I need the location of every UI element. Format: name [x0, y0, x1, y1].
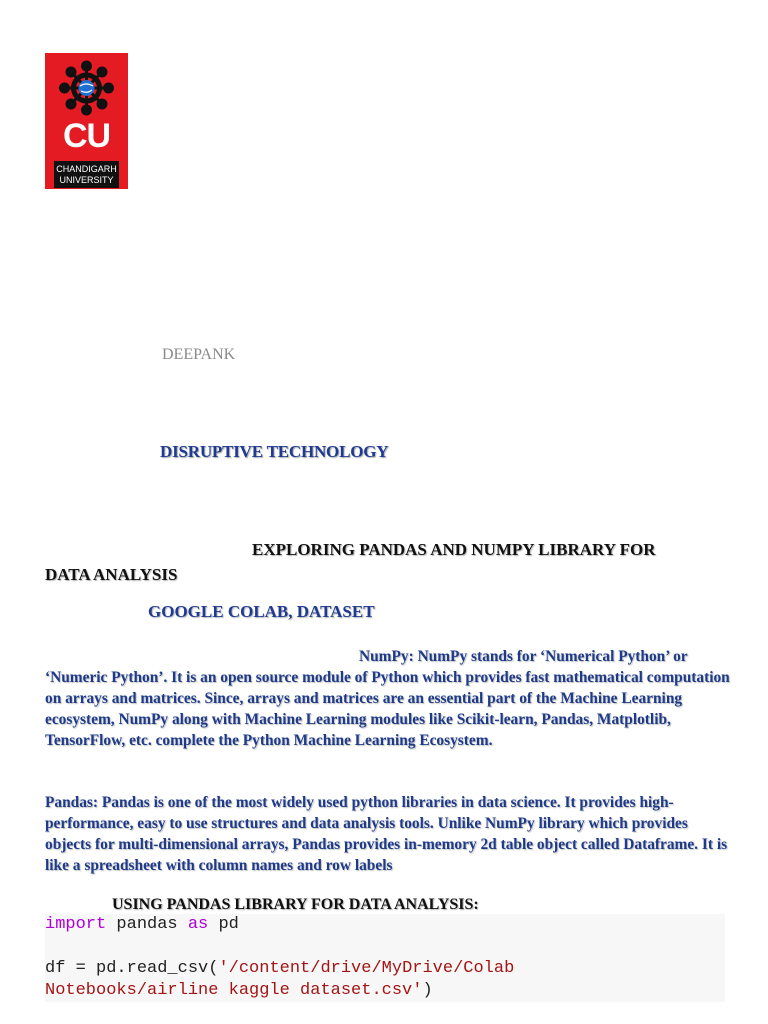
code-text: pandas	[106, 915, 188, 934]
document-title-line2: DATA ANALYSIS	[45, 565, 178, 584]
author-name: DEEPANK	[162, 346, 236, 363]
university-logo	[45, 53, 128, 189]
code-block	[45, 914, 725, 1002]
code-text: pd	[208, 915, 239, 934]
code-line-1	[45, 914, 725, 936]
code-text: )	[422, 981, 433, 1000]
globe-icon	[79, 80, 95, 96]
code-line-4	[45, 980, 725, 1002]
code-keyword: import	[45, 915, 107, 934]
code-string: Notebooks/airline kaggle dataset.csv'	[45, 981, 423, 1000]
logo-name-line2: UNIVERSITY	[59, 175, 114, 185]
section-heading: USING PANDAS LIBRARY FOR DATA ANALYSIS:	[112, 896, 479, 913]
subject-title: DISRUPTIVE TECHNOLOGY	[160, 442, 389, 461]
code-keyword: as	[187, 915, 209, 934]
numpy-paragraph: NumPy: NumPy stands for ‘Numerical Python’ or ‘Numeric Python’. It is an open source module of Python which provides fast mathematical computation on arrays and matrices. Since, arrays and matrices are an essential part of the Machine Learning ecosystem, NumPy along with Machine Learning modules like Scikit-learn, Pandas, Matplotlib, TensorFlow, etc. complete the Python Machine Learning Ecosystem.	[45, 648, 730, 749]
logo-initials: CU	[62, 117, 111, 155]
logo-name-line1: CHANDIGARH	[56, 164, 117, 174]
document-title-line1: EXPLORING PANDAS AND NUMPY LIBRARY FOR	[252, 540, 656, 559]
platform-heading: GOOGLE COLAB, DATASET	[148, 602, 375, 621]
code-text: df = pd.read_csv(	[45, 959, 219, 978]
code-string: '/content/drive/MyDrive/Colab	[218, 959, 515, 978]
pandas-paragraph: Pandas: Pandas is one of the most widely used python libraries in data science. It provides high-performance, easy to use structures and data analysis tools. Unlike NumPy library which provides objects for multi-dimensional arrays, Pandas provides in-memory 2d table object called Dataframe. It is like a spreadsheet with column names and row labels	[45, 794, 728, 874]
code-line-2	[45, 936, 725, 958]
code-line-3	[45, 958, 725, 980]
emblem-icon	[54, 59, 119, 117]
